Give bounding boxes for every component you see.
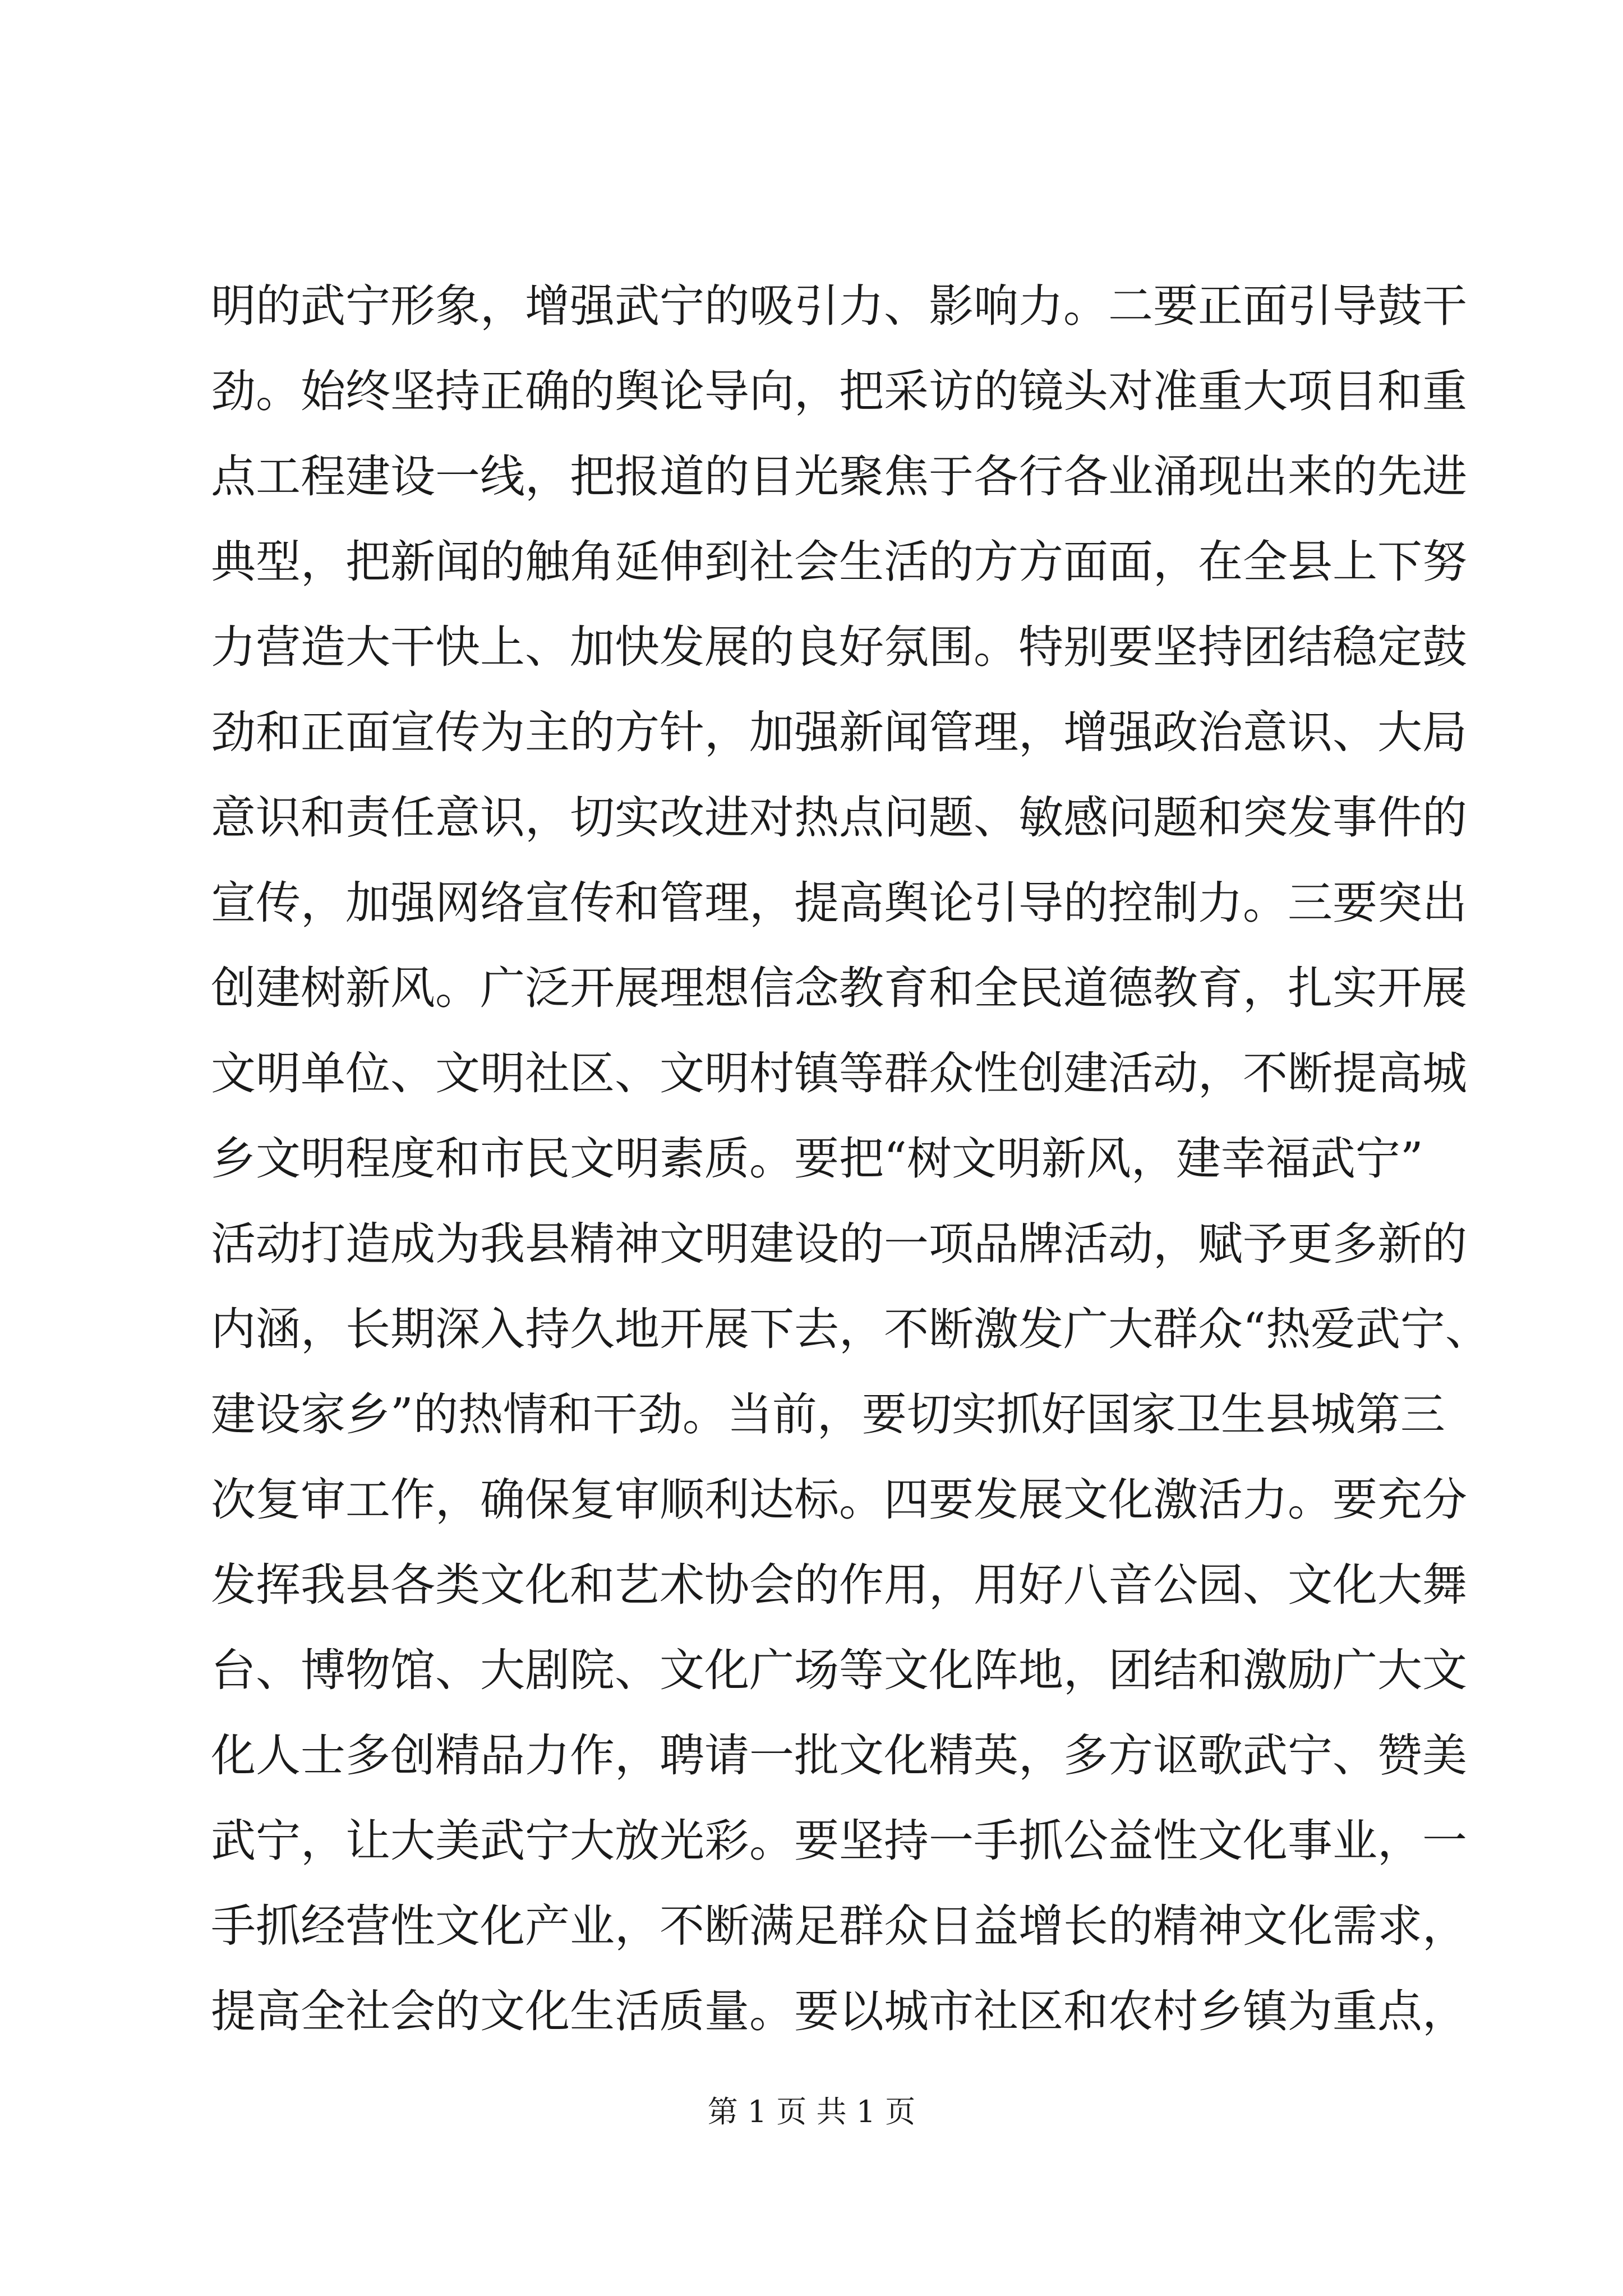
text-line: 创建树新风。广泛开展理想信念教育和全民道德教育，扎实开展 [211, 962, 1467, 1014]
text-line: 劲和正面宣传为主的方针，加强新闻管理，增强政治意识、大局 [211, 706, 1467, 758]
text-line: 手抓经营性文化产业，不断满足群众日益增长的精神文化需求， [211, 1900, 1467, 1952]
text-line: 乡文明程度和市民文明素质。要把“树文明新风，建幸福武宁” [211, 1133, 1423, 1185]
text-line: 明的武宁形象，增强武宁的吸引力、影响力。二要正面引导鼓干 [211, 280, 1467, 332]
text-line: 次复审工作，确保复审顺利达标。四要发展文化激活力。要充分 [211, 1474, 1467, 1526]
text-line: 意识和责任意识，切实改进对热点问题、敏感问题和突发事件的 [211, 792, 1467, 844]
text-line: 提高全社会的文化生活质量。要以城市社区和农村乡镇为重点， [211, 1985, 1467, 2037]
text-line: 典型，把新闻的触角延伸到社会生活的方方面面，在全县上下努 [211, 536, 1467, 588]
text-line: 台、博物馆、大剧院、文化广场等文化阵地，团结和激励广大文 [211, 1644, 1467, 1696]
page-number-label: 第 1 页 共 1 页 [707, 2094, 916, 2129]
body-text [211, 264, 1490, 2054]
text-line: 建设家乡”的热情和干劲。当前，要切实抓好国家卫生县城第三 [211, 1388, 1445, 1441]
text-line: 力营造大干快上、加快发展的良好氛围。特别要坚持团结稳定鼓 [211, 621, 1467, 673]
text-line: 点工程建设一线，把报道的目光聚焦于各行各业涌现出来的先进 [211, 450, 1467, 503]
text-line: 活动打造成为我县精神文明建设的一项品牌活动，赋予更多新的 [211, 1218, 1467, 1270]
text-line: 内涵，长期深入持久地开展下去，不断激发广大群众“热爱武宁、 [211, 1303, 1490, 1355]
text-line: 宣传，加强网络宣传和管理，提高舆论引导的控制力。三要突出 [211, 877, 1467, 929]
text-line: 武宁，让大美武宁大放光彩。要坚持一手抓公益性文化事业，一 [211, 1815, 1467, 1867]
text-line: 文明单位、文明社区、文明村镇等群众性创建活动，不断提高城 [211, 1047, 1467, 1099]
text-line: 劲。始终坚持正确的舆论导向，把采访的镜头对准重大项目和重 [211, 365, 1467, 417]
text-line: 发挥我县各类文化和艺术协会的作用，用好八音公园、文化大舞 [211, 1559, 1467, 1611]
page-footer [0, 2092, 1623, 2132]
text-line: 化人士多创精品力作，聘请一批文化精英，多方讴歌武宁、赞美 [211, 1729, 1467, 1782]
